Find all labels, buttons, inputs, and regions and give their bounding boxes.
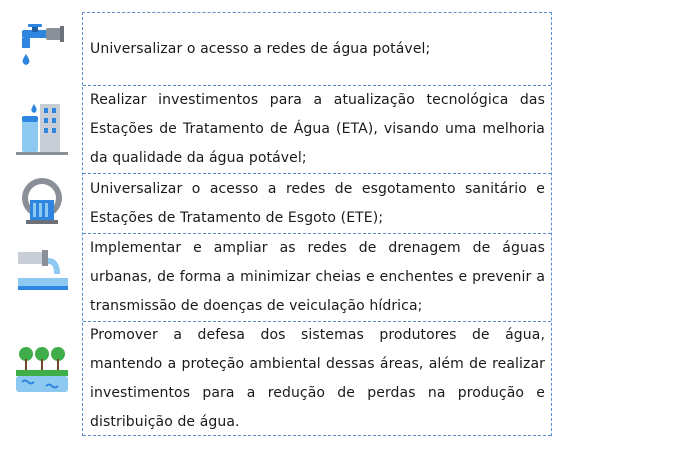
water-treatment-plant-icon — [12, 98, 72, 158]
objective-text: Realizar investimentos para a atualização tecnológica das Estações de Tratamento de Água (ETA), visando uma melhoria da qualidade da água potável; — [90, 92, 545, 166]
objective-text: Promover a defesa dos sistemas produtores de água, mantendo a proteção ambiental dessas áreas, além de realizar investimentos para a redução de perdas na produção e distribuição de água. — [90, 326, 545, 430]
objective-text: Implementar e ampliar as redes de drenagem de águas urbanas, de forma a minimizar cheias e enchentes e prevenir a transmissão de doenças de veiculação hídrica; — [90, 240, 545, 314]
objective-row — [83, 86, 551, 174]
objective-text: Universalizar o acesso a redes de esgotamento sanitário e Estações de Tratamento de Esgoto (ETE); — [90, 180, 545, 226]
objective-row — [83, 234, 551, 322]
trees-water-icon — [12, 342, 72, 402]
objectives-table — [82, 12, 552, 436]
water-tap-icon — [12, 18, 72, 78]
objective-row — [83, 322, 551, 436]
objective-row — [83, 174, 551, 234]
icon-column — [0, 0, 82, 449]
drainage-pipe-icon — [12, 240, 72, 300]
sewer-pipe-icon — [12, 170, 72, 230]
objective-row — [83, 13, 551, 86]
objective-text: Universalizar o acesso a redes de água potável; — [90, 40, 431, 57]
